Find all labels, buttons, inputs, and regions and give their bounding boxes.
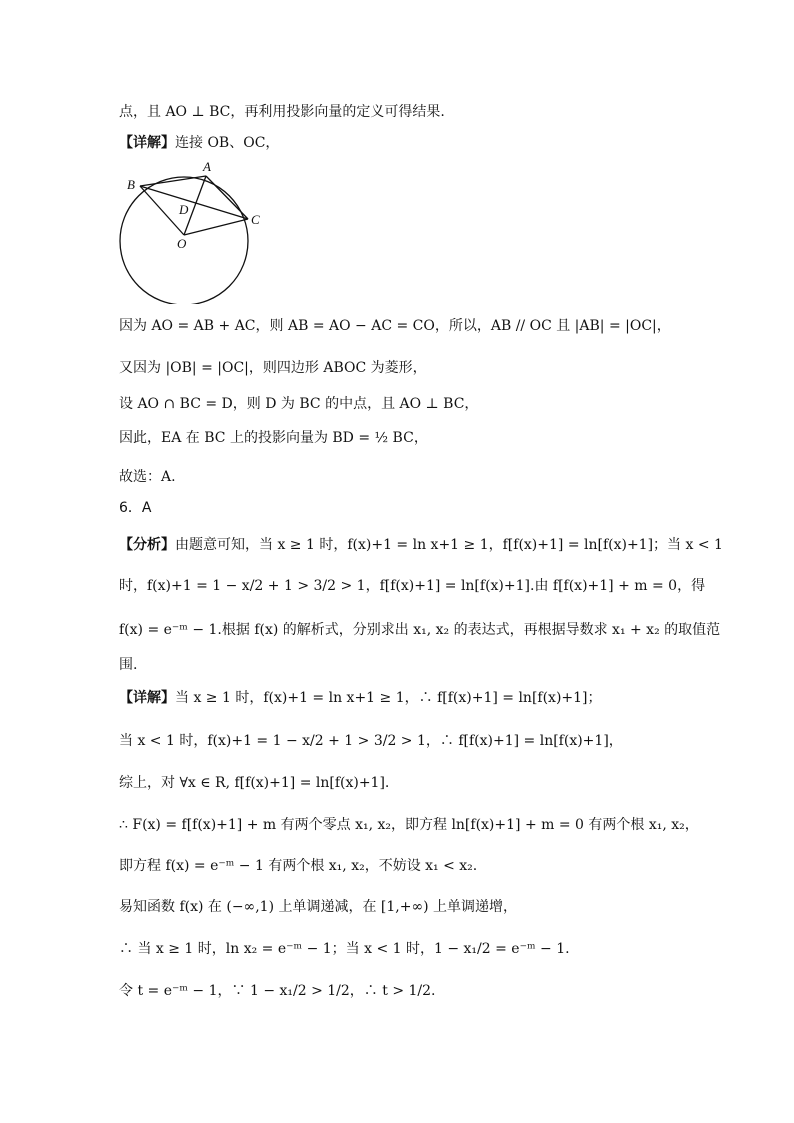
problem6-detail-line-4: ∴ F(x) = f[f(x)+1] + m 有两个零点 x₁, x₂，即方程 ln[f(x)+1] + m = 0 有两个根 x₁, x₂， xyxy=(119,817,699,833)
solution5-intro-line: 点，且 AO ⊥ BC，再利用投影向量的定义可得结果. xyxy=(119,104,445,120)
detail-label: 【详解】 xyxy=(119,135,175,151)
problem6-analysis-line-2: 时，f(x)+1 = 1 − x/2 + 1 > 3/2 > 1，f[f(x)+1] = ln[f(x)+1].由 f[f(x)+1] + m = 0，得 xyxy=(119,578,706,594)
geometry-figure xyxy=(114,156,274,304)
problem6-analysis-line-4: 围. xyxy=(119,657,138,673)
problem6-detail-line-5: 即方程 f(x) = e⁻ᵐ − 1 有两个根 x₁, x₂，不妨设 x₁ < x₂. xyxy=(119,858,478,874)
segment-oc xyxy=(184,219,248,235)
label-d: D xyxy=(179,202,189,217)
detail-text: 连接 OB、OC， xyxy=(175,135,280,151)
solution5-rhombus-line: 又因为 |OB| = |OC|，则四边形 ABOC 为菱形， xyxy=(119,360,427,376)
problem6-detail-line-8: 令 t = e⁻ᵐ − 1，∵ 1 − x₁/2 > 1/2，∴ t > 1/2. xyxy=(119,983,436,999)
label-c: C xyxy=(251,212,260,227)
solution5-choice-line: 故选：A. xyxy=(119,469,176,485)
label-a: A xyxy=(203,159,211,174)
label-b: B xyxy=(127,177,135,192)
detail-text-6-1: 当 x ≥ 1 时，f(x)+1 = ln x+1 ≥ 1，∴ f[f(x)+1] = ln[f(x)+1]； xyxy=(175,690,602,706)
problem6-analysis-line-3: f(x) = e⁻ᵐ − 1.根据 f(x) 的解析式，分别求出 x₁, x₂ 的表达式，再根据导数求 x₁ + x₂ 的取值范 xyxy=(119,622,721,638)
solution5-projection-line: 因此，EA 在 BC 上的投影向量为 BD = ½ BC， xyxy=(119,430,428,446)
analysis-label: 【分析】 xyxy=(119,537,175,553)
solution5-midpoint-line: 设 AO ∩ BC = D，则 D 为 BC 的中点，且 AO ⊥ BC， xyxy=(119,396,479,412)
problem6-detail-line-2: 当 x < 1 时，f(x)+1 = 1 − x/2 + 1 > 3/2 > 1，∴ f[f(x)+1] = ln[f(x)+1]， xyxy=(119,733,623,749)
solution5-vector-line: 因为 AO = AB + AC，则 AB = AO − AC = CO，所以，AB // OC 且 |AB| = |OC|， xyxy=(119,318,671,334)
label-o: O xyxy=(177,236,187,251)
problem6-detail-line-7: ∴ 当 x ≥ 1 时，ln x₂ = e⁻ᵐ − 1；当 x < 1 时，1 − x₁/2 = e⁻ᵐ − 1. xyxy=(119,941,570,957)
problem6-detail-line-3: 综上，对 ∀x ∈ R, f[f(x)+1] = ln[f(x)+1]. xyxy=(119,775,390,791)
problem6-number: 6．A xyxy=(119,500,152,516)
problem6-analysis-line-1 xyxy=(119,535,723,555)
problem6-detail-line-1 xyxy=(119,688,602,708)
solution5-detail-line xyxy=(119,133,279,153)
analysis-text-1: 由题意可知，当 x ≥ 1 时，f(x)+1 = ln x+1 ≥ 1，f[f(x)+1] = ln[f(x)+1]；当 x < 1 xyxy=(175,537,723,553)
detail-label-6: 【详解】 xyxy=(119,690,175,706)
problem6-detail-line-6: 易知函数 f(x) 在 (−∞,1) 上单调递减，在 [1,+∞) 上单调递增， xyxy=(119,899,518,915)
